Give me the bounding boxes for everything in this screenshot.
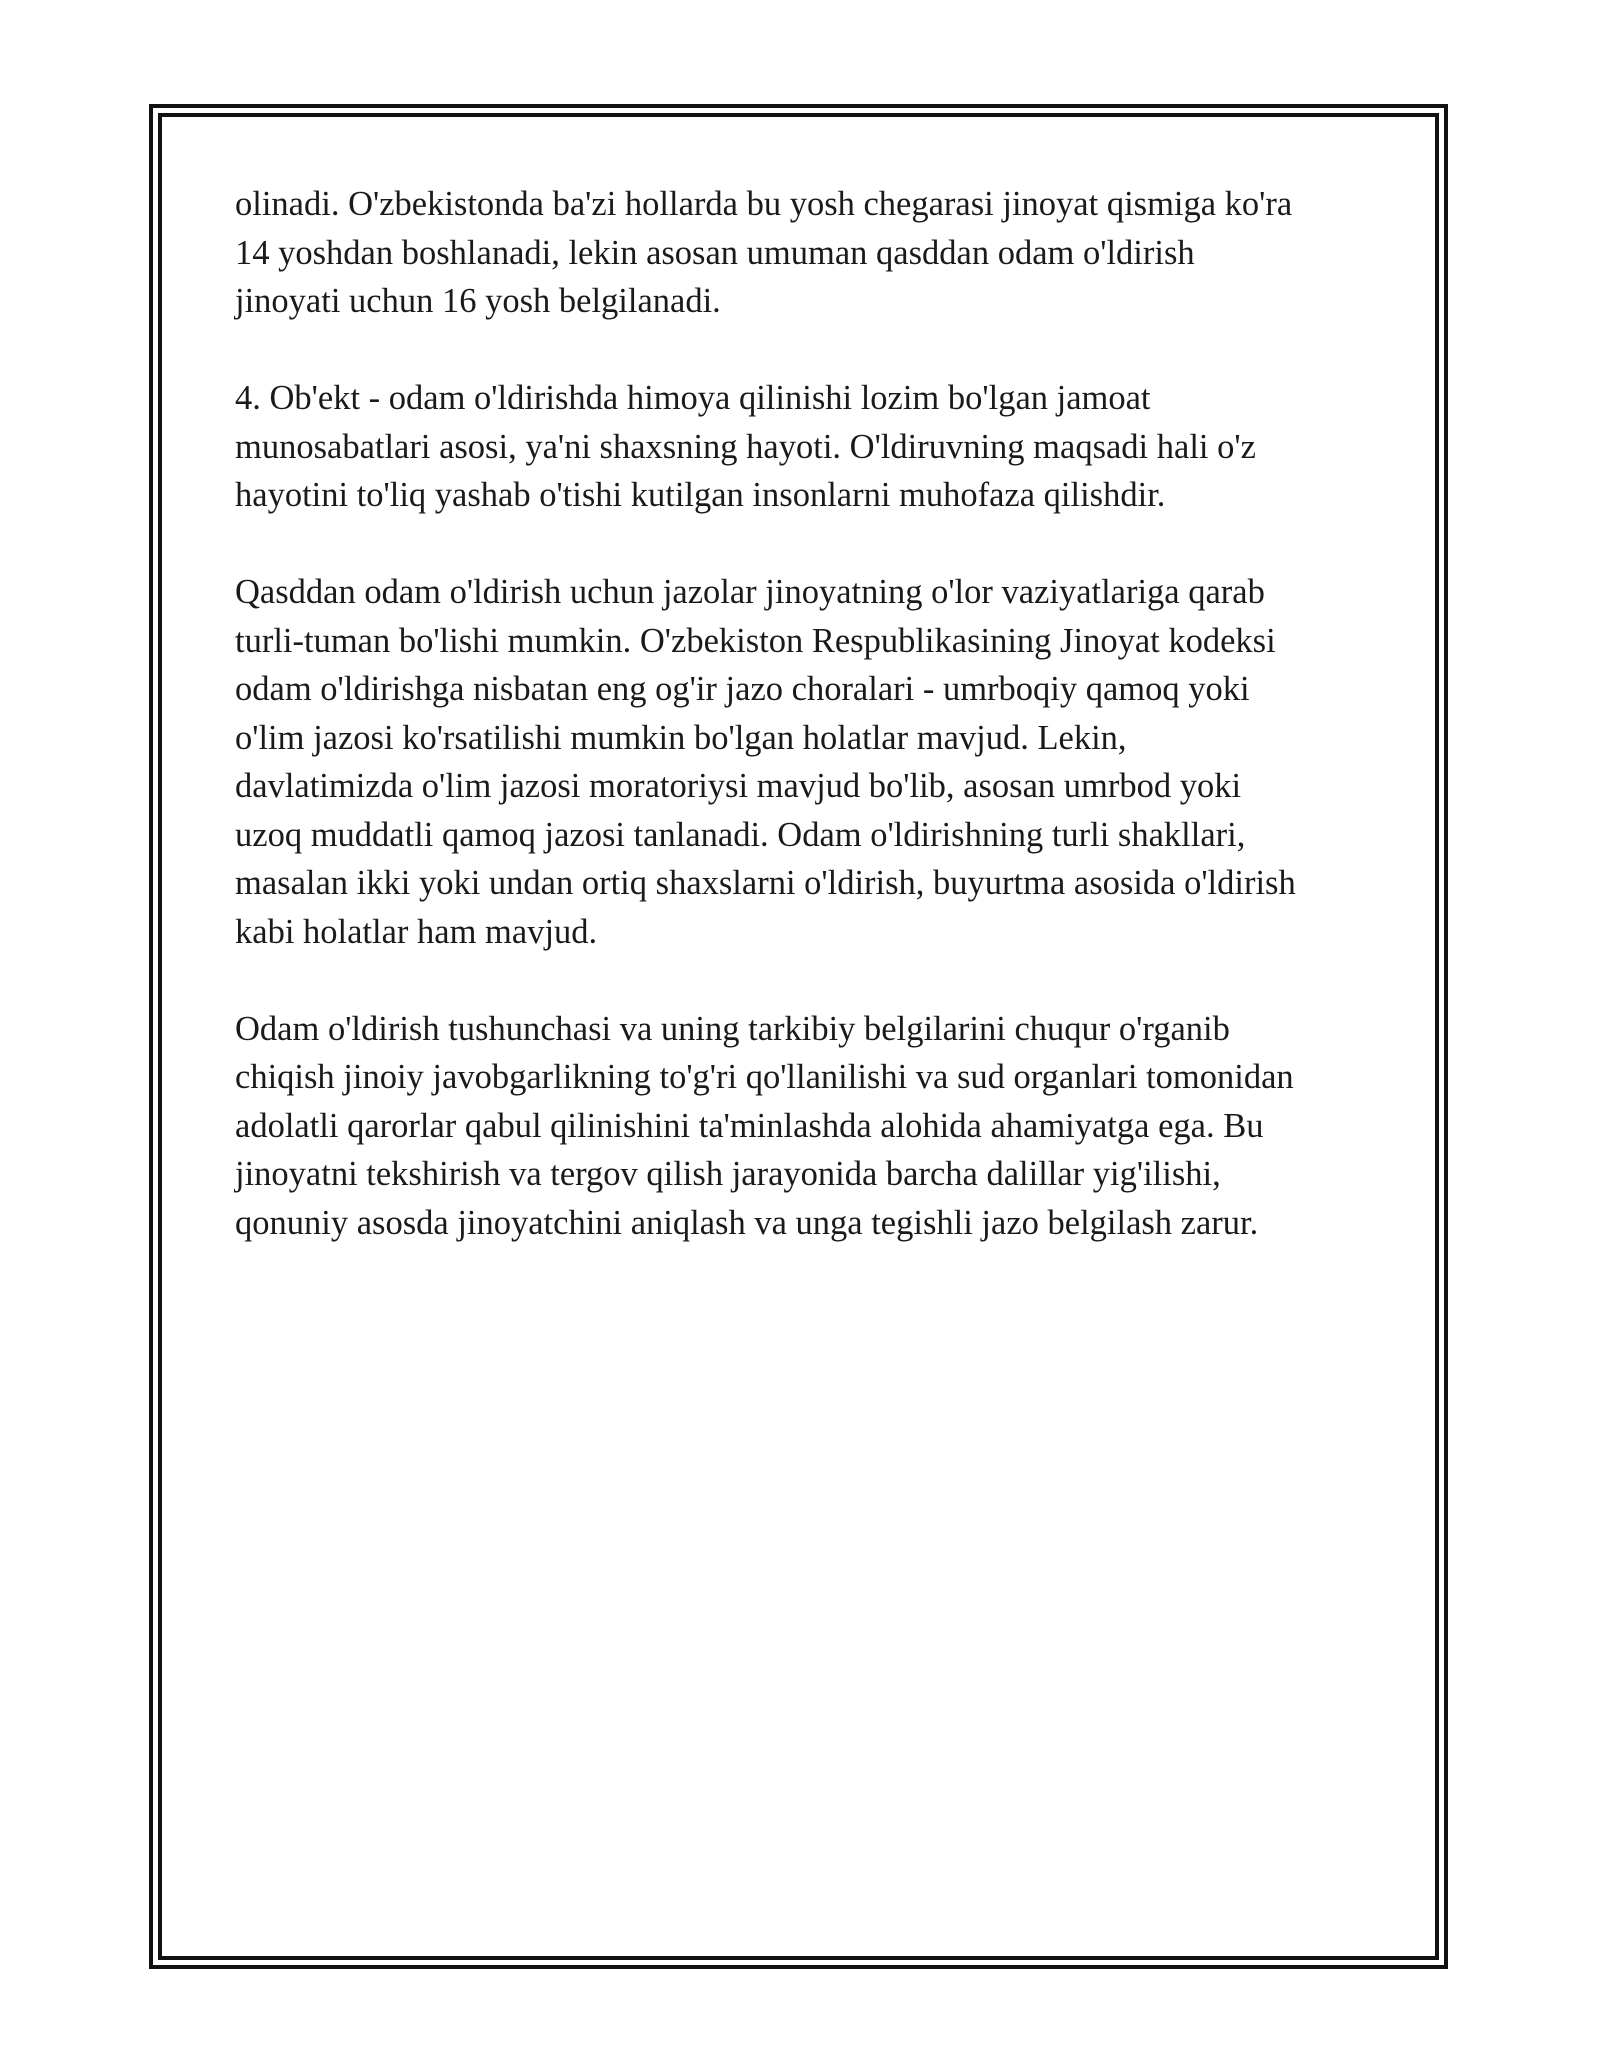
paragraph [235,568,1375,956]
text-line: 14 yoshdan boshlanadi, lekin asosan umuman qasddan odam o'ldirish [235,233,1195,272]
text-line: 4. Ob'ekt - odam o'ldirishda himoya qilinishi lozim bo'lgan jamoat [235,379,1151,417]
text-line: chiqish jinoiy javobgarlikning to'g'ri qo'llanilishi va sud organlari tomonidan [235,1058,1294,1096]
text-line: Qasddan odam o'ldirish uchun jazolar jinoyatning o'lor vaziyatlariga qarab [235,573,1265,611]
text-line: Odam o'ldirish tushunchasi va uning tarkibiy belgilarini chuqur o'rganib [235,1009,1230,1048]
paragraph [235,374,1375,520]
text-line: odam o'ldirishga nisbatan eng og'ir jazo choralari - umrboqiy qamoq yoki [235,670,1250,708]
text-line: adolatli qarorlar qabul qilinishini ta'minlashda alohida ahamiyatga ega. Bu [235,1106,1264,1145]
text-line: davlatimizda o'lim jazosi moratoriysi mavjud bo'lib, asosan umrbod yoki [235,767,1242,805]
text-line: olinadi. O'zbekistonda ba'zi hollarda bu yosh chegarasi jinoyat qismiga ko'ra [235,185,1293,223]
paragraph [235,1005,1375,1248]
text-line: qonuniy asosda jinoyatchini aniqlash va unga tegishli jazo belgilash zarur. [235,1203,1259,1242]
paragraph [235,180,1375,326]
text-line: munosabatlari asosi, ya'ni shaxsning hayoti. O'ldiruvning maqsadi hali o'z [235,427,1256,466]
text-line: jinoyati uchun 16 yosh belgilanadi. [235,282,721,320]
text-line: uzoq muddatli qamoq jazosi tanlanadi. Odam o'ldirishning turli shakllari, [235,815,1246,854]
text-line: turli-tuman bo'lishi mumkin. O'zbekiston Respublikasining Jinoyat kodeksi [235,621,1276,660]
text-line: kabi holatlar ham mavjud. [235,912,598,951]
text-line: o'lim jazosi ko'rsatilishi mumkin bo'lgan holatlar mavjud. Lekin, [235,718,1127,757]
document-body [235,180,1375,1296]
text-line: jinoyatni tekshirish va tergov qilish jarayonida barcha dalillar yig'ilishi, [235,1155,1221,1193]
text-line: masalan ikki yoki undan ortiq shaxslarni o'ldirish, buyurtma asosida o'ldirish [235,864,1296,902]
text-line: hayotini to'liq yashab o'tishi kutilgan insonlarni muhofaza qilishdir. [235,476,1166,514]
